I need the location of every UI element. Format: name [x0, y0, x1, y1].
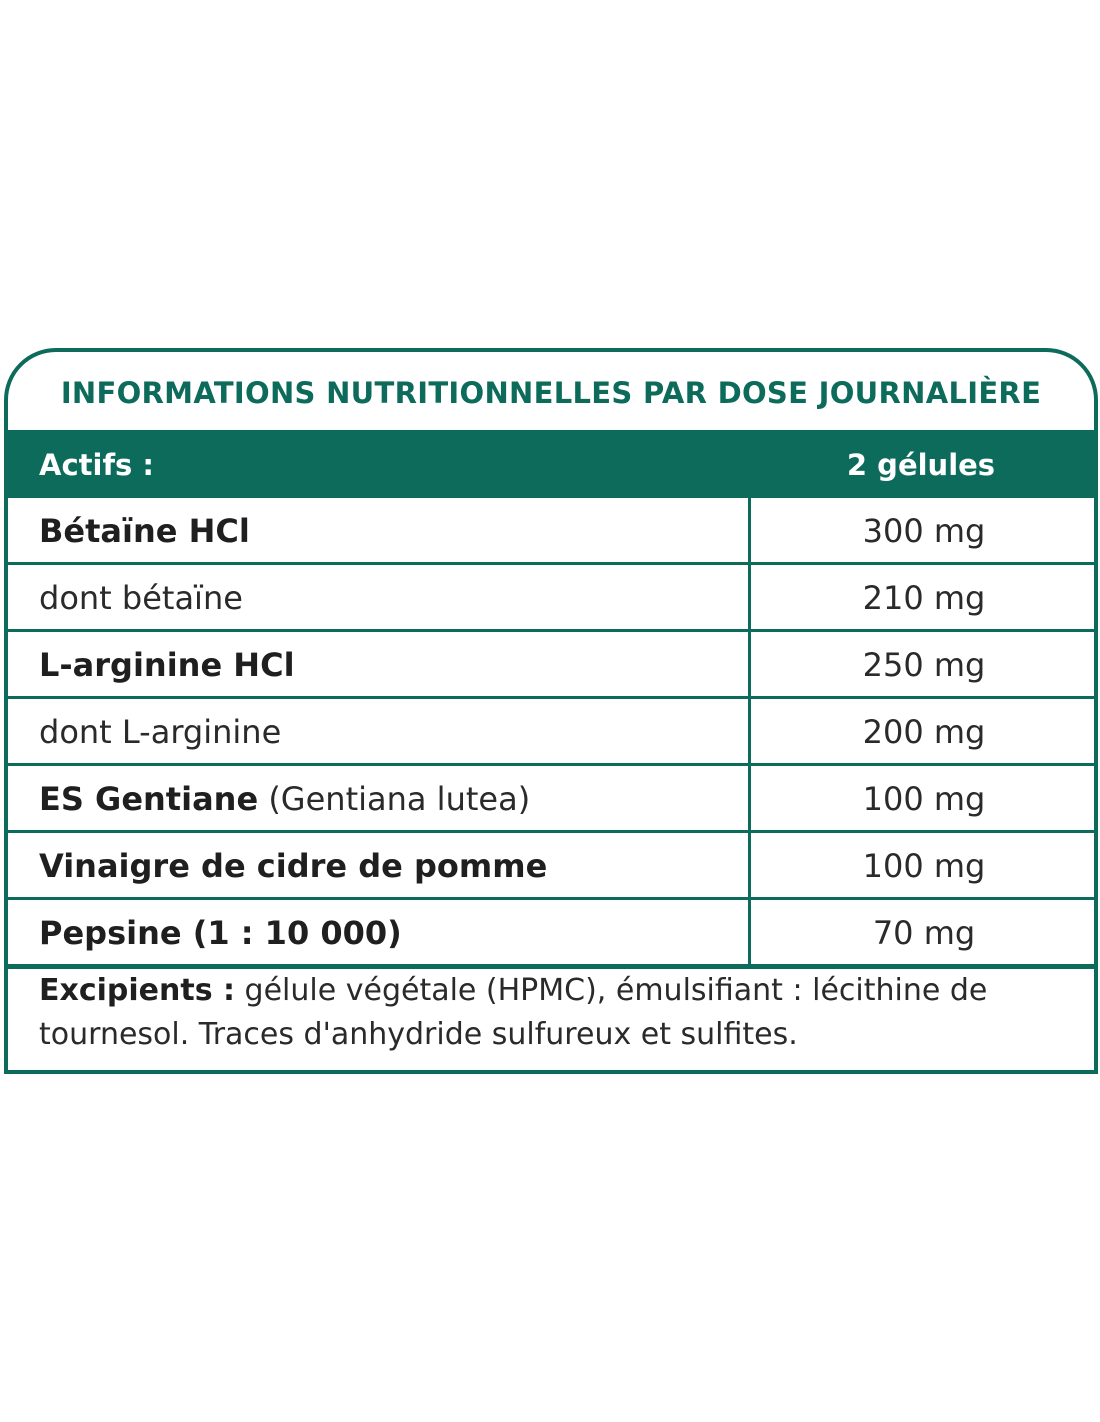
nutrition-table — [4, 348, 1098, 1074]
ingredient-name — [39, 833, 547, 899]
excipients-text: gélule végétale (HPMC), émulsifiant : lécithine de tournesol. Traces d'anhydride sulfureux et sulfites. — [39, 973, 988, 1052]
table-header — [8, 430, 1094, 498]
ingredient-name-regular: (Gentiana lutea) — [258, 780, 531, 818]
ingredient-name — [39, 632, 295, 698]
ingredient-amount: 100 mg — [748, 766, 1097, 830]
ingredient-amount: 250 mg — [748, 632, 1097, 696]
table-row — [8, 498, 1094, 565]
excipients-note — [39, 969, 1069, 1057]
header-actifs: Actifs : — [39, 448, 155, 482]
ingredient-amount: 300 mg — [748, 498, 1097, 562]
table-title: INFORMATIONS NUTRITIONNELLES PAR DOSE JOURNALIÈRE — [60, 376, 1042, 410]
ingredient-name-bold: Pepsine (1 : 10 000) — [39, 914, 402, 952]
ingredient-amount: 200 mg — [748, 699, 1097, 763]
table-body — [8, 498, 1094, 969]
header-dose: 2 gélules — [846, 448, 996, 482]
excipients-label: Excipients : — [39, 973, 236, 1008]
table-row — [8, 900, 1094, 969]
ingredient-name-regular: dont L-arginine — [39, 713, 282, 751]
ingredient-name-bold: Bétaïne HCl — [39, 512, 250, 550]
table-row — [8, 766, 1094, 833]
table-row — [8, 833, 1094, 900]
ingredient-amount: 70 mg — [748, 900, 1097, 964]
ingredient-name-bold: ES Gentiane — [39, 780, 259, 818]
ingredient-name-bold: L-arginine HCl — [39, 646, 295, 684]
ingredient-name-bold: Vinaigre de cidre de pomme — [39, 847, 548, 885]
table-row — [8, 565, 1094, 632]
ingredient-amount: 100 mg — [748, 833, 1097, 897]
table-row — [8, 699, 1094, 766]
ingredient-name — [39, 699, 281, 765]
ingredient-name — [39, 565, 243, 631]
ingredient-name — [39, 766, 530, 832]
ingredient-name — [39, 498, 250, 564]
table-row — [8, 632, 1094, 699]
ingredient-name — [39, 900, 402, 966]
ingredient-name-regular: dont bétaïne — [39, 579, 243, 617]
ingredient-amount: 210 mg — [748, 565, 1097, 629]
